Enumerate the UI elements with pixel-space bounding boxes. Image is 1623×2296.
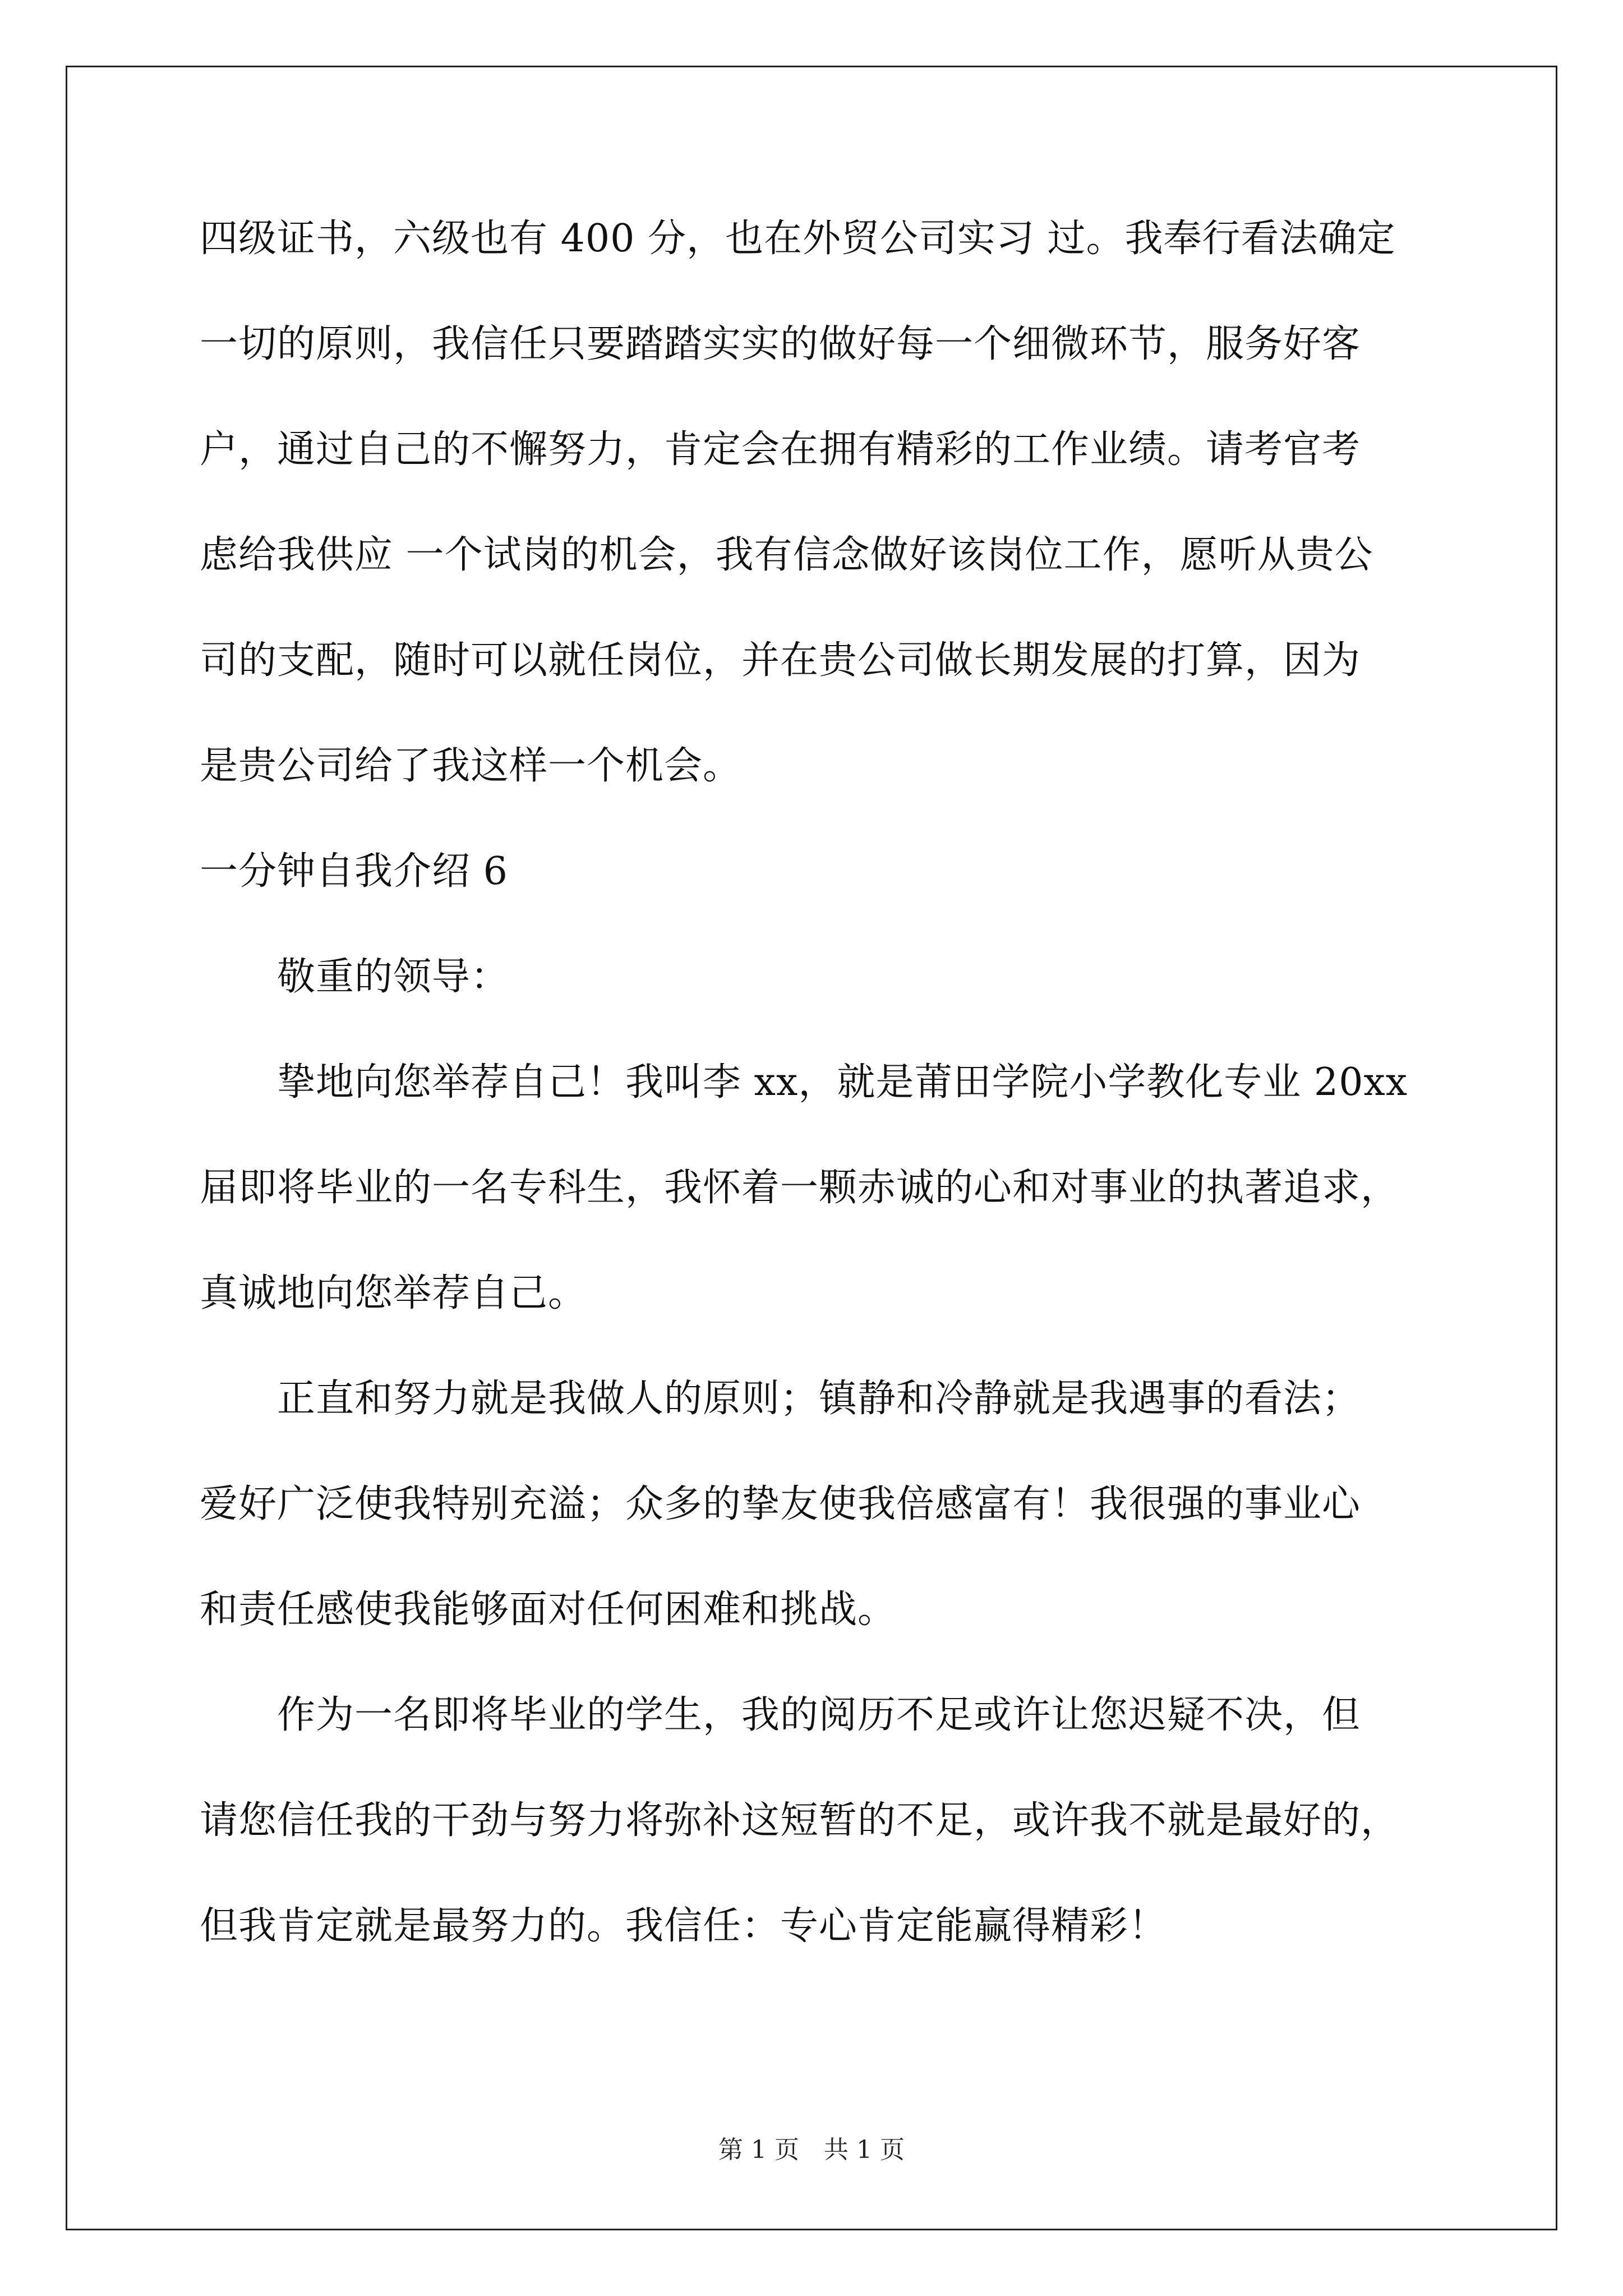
text-line: 司的支配，随时可以就任岗位，并在贵公司做长期发展的打算，因为 — [200, 638, 1361, 683]
text-line: 请您信任我的干劲与努力将弥补这短暂的不足，或许我不就是最好的， — [200, 1798, 1400, 1843]
text-line: 四级证书，六级也有 400 分，也在外贸公司实习 过。我奉行看法确定 — [200, 217, 1396, 261]
salutation: 敬重的领导： — [200, 955, 510, 999]
text-line: 爱好广泛使我特别充溢；众多的挚友使我倍感富有！我很强的事业心 — [200, 1482, 1361, 1526]
text-line: 是贵公司给了我这样一个机会。 — [200, 744, 742, 788]
section-heading: 一分钟自我介绍 6 — [200, 849, 508, 894]
text-line: 真诚地向您举荐自己。 — [200, 1271, 587, 1315]
text-line: 正直和努力就是我做人的原则；镇静和冷静就是我遇事的看法； — [200, 1377, 1361, 1421]
text-line: 挚地向您举荐自己！我叫李 xx，就是莆田学院小学教化专业 20xx — [200, 1060, 1408, 1105]
text-line: 届即将毕业的一名专科生，我怀着一颗赤诚的心和对事业的执著追求， — [200, 1166, 1400, 1210]
text-line: 作为一名即将毕业的学生，我的阅历不足或许让您迟疑不决，但 — [200, 1693, 1361, 1737]
text-line: 但我肯定就是最努力的。我信任：专心肯定能赢得精彩！ — [200, 1904, 1168, 1948]
text-line: 虑给我供应 一个试岗的机会，我有信念做好该岗位工作，愿听从贵公 — [200, 533, 1373, 577]
text-line: 户，通过自己的不懈努力，肯定会在拥有精彩的工作业绩。请考官考 — [200, 427, 1361, 472]
text-line: 一切的原则，我信任只要踏踏实实的做好每一个细微环节，服务好客 — [200, 322, 1361, 366]
page-number-footer: 第 1 页 共 1 页 — [718, 2136, 905, 2164]
text-line: 和责任感使我能够面对任何困难和挑战。 — [200, 1588, 897, 1632]
